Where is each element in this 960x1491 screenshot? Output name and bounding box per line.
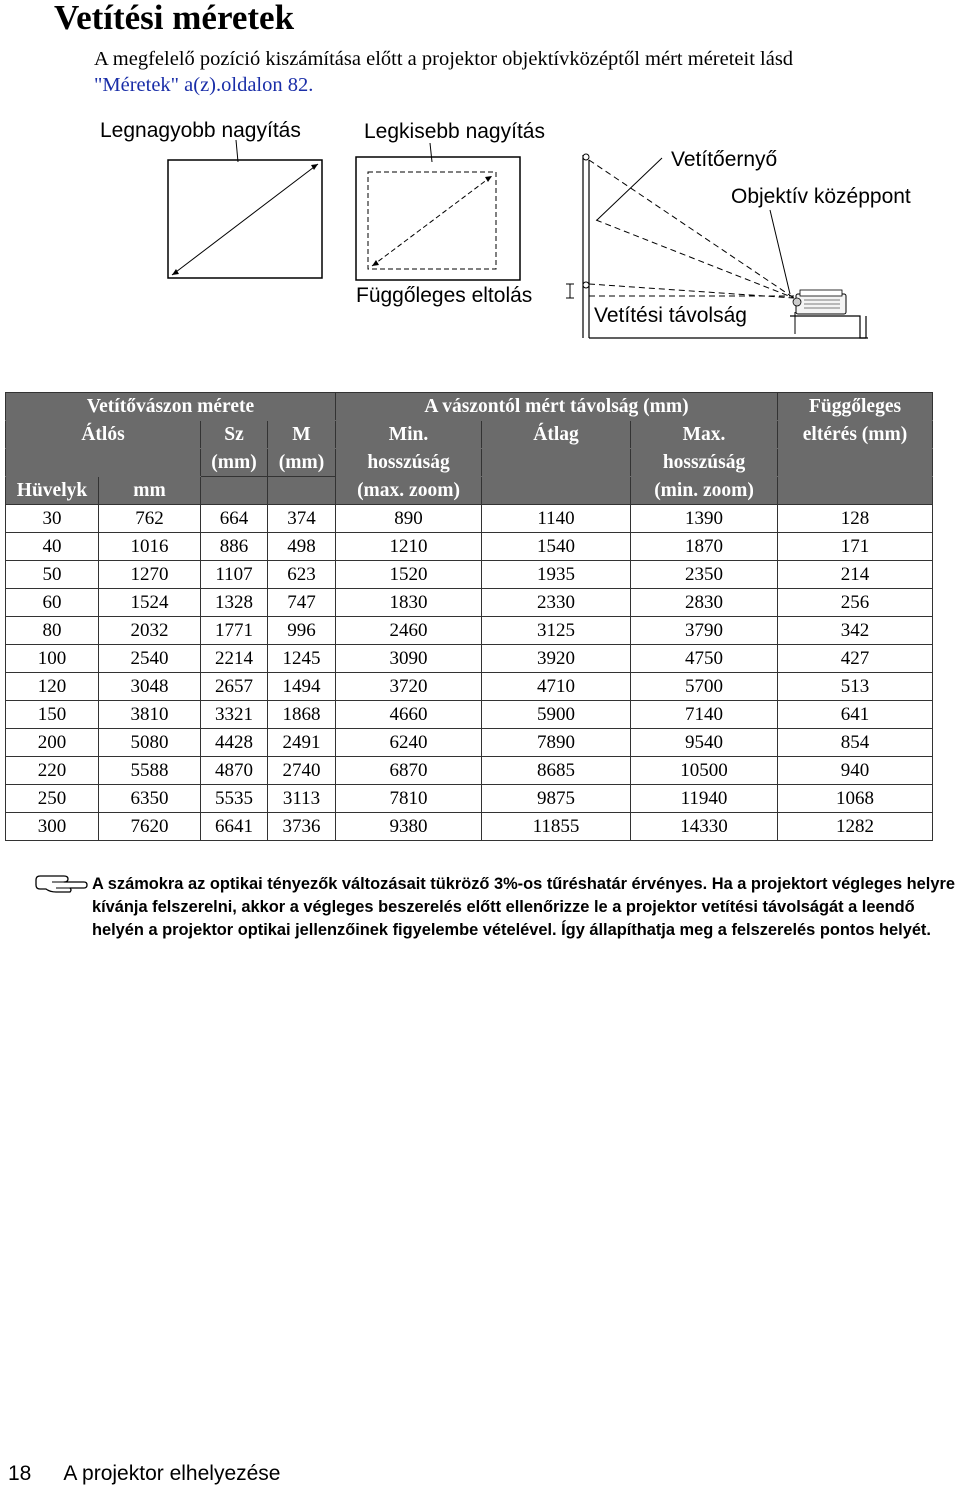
table-row bbox=[6, 589, 933, 617]
table-cell: 1270 bbox=[99, 561, 201, 589]
table-cell: 498 bbox=[268, 533, 336, 561]
table-cell: 2214 bbox=[201, 645, 268, 673]
table-cell: 664 bbox=[201, 505, 268, 533]
vertical-offset-header-1: Függőleges bbox=[778, 393, 933, 421]
table-cell: 5900 bbox=[482, 701, 631, 729]
table-cell: 1540 bbox=[482, 533, 631, 561]
table-row bbox=[6, 673, 933, 701]
table-cell: 1282 bbox=[778, 813, 933, 841]
height-header-1: M bbox=[268, 421, 336, 449]
note-text: A számokra az optikai tényezők változásait tükröző 3%-os tűréshatár érvényes. Ha a projektort végleges helyre kívánja felszerelni, akkor a végleges beszerelés előtt ellenőrizze le a projektor vetítési távolságát a leendő helyén a projektor optikai jellenzőinek figyelembe vételével. Így állapíthatja meg a felszerelés pontos helyét. bbox=[92, 875, 955, 939]
table-row bbox=[6, 533, 933, 561]
table-cell: 4660 bbox=[336, 701, 482, 729]
table-cell: 4750 bbox=[631, 645, 778, 673]
table-cell: 5535 bbox=[201, 785, 268, 813]
projection-distance-label: Vetítési távolság bbox=[594, 304, 747, 327]
table-cell: 1935 bbox=[482, 561, 631, 589]
table-cell: 1771 bbox=[201, 617, 268, 645]
max-header-2: hosszúság bbox=[631, 449, 778, 477]
table-cell: 3920 bbox=[482, 645, 631, 673]
table-cell: 4710 bbox=[482, 673, 631, 701]
table-cell: 1868 bbox=[268, 701, 336, 729]
table-cell: 14330 bbox=[631, 813, 778, 841]
intro-paragraph bbox=[94, 46, 924, 98]
table-cell: 9380 bbox=[336, 813, 482, 841]
table-cell: 747 bbox=[268, 589, 336, 617]
table-row bbox=[6, 785, 933, 813]
table-cell: 4870 bbox=[201, 757, 268, 785]
width-header-2: (mm) bbox=[201, 449, 268, 477]
table-cell: 256 bbox=[778, 589, 933, 617]
table-cell: 1210 bbox=[336, 533, 482, 561]
table-cell: 1140 bbox=[482, 505, 631, 533]
table-cell: 427 bbox=[778, 645, 933, 673]
table-cell: 1245 bbox=[268, 645, 336, 673]
table-cell: 3720 bbox=[336, 673, 482, 701]
min-header-3: (max. zoom) bbox=[336, 477, 482, 505]
projection-diagram bbox=[0, 110, 960, 350]
page-title: Vetítési méretek bbox=[54, 0, 295, 37]
vertical-offset-label: Függőleges eltolás bbox=[356, 284, 533, 307]
hand-pointer-icon bbox=[34, 870, 88, 896]
table-cell: 150 bbox=[6, 701, 99, 729]
max-header-1: Max. bbox=[631, 421, 778, 449]
page-number: 18 bbox=[8, 1462, 32, 1485]
table-cell: 2540 bbox=[99, 645, 201, 673]
table-cell: 11940 bbox=[631, 785, 778, 813]
max-zoom-label: Legnagyobb nagyítás bbox=[100, 119, 301, 142]
section-name: A projektor elhelyezése bbox=[63, 1462, 281, 1485]
table-cell: 2740 bbox=[268, 757, 336, 785]
table-cell: 7810 bbox=[336, 785, 482, 813]
table-cell: 513 bbox=[778, 673, 933, 701]
table-cell: 3125 bbox=[482, 617, 631, 645]
table-cell: 3113 bbox=[268, 785, 336, 813]
table-cell: 3048 bbox=[99, 673, 201, 701]
max-zoom-screen bbox=[168, 140, 322, 278]
table-row bbox=[6, 645, 933, 673]
diagonal-header: Átlós bbox=[6, 421, 201, 449]
table-cell: 4428 bbox=[201, 729, 268, 757]
min-zoom-screen bbox=[356, 143, 520, 280]
table-cell: 1494 bbox=[268, 673, 336, 701]
mm-header: mm bbox=[99, 477, 201, 505]
height-header-2: (mm) bbox=[268, 449, 336, 477]
vertical-offset-header-2: eltérés (mm) bbox=[778, 421, 933, 449]
table-cell: 40 bbox=[6, 533, 99, 561]
table-cell: 3790 bbox=[631, 617, 778, 645]
table-cell: 3090 bbox=[336, 645, 482, 673]
min-header-2: hosszúság bbox=[336, 449, 482, 477]
table-row bbox=[6, 813, 933, 841]
inch-header: Hüvelyk bbox=[6, 477, 99, 505]
table-cell: 940 bbox=[778, 757, 933, 785]
table-cell: 9875 bbox=[482, 785, 631, 813]
table-cell: 6350 bbox=[99, 785, 201, 813]
distance-header: A vászontól mért távolság (mm) bbox=[336, 393, 778, 421]
table-cell: 250 bbox=[6, 785, 99, 813]
table-cell: 10500 bbox=[631, 757, 778, 785]
table-row bbox=[6, 757, 933, 785]
table-cell: 1830 bbox=[336, 589, 482, 617]
table-cell: 2330 bbox=[482, 589, 631, 617]
table-cell: 2460 bbox=[336, 617, 482, 645]
table-cell: 1520 bbox=[336, 561, 482, 589]
table-cell: 30 bbox=[6, 505, 99, 533]
min-zoom-label: Legkisebb nagyítás bbox=[364, 120, 545, 143]
table-cell: 214 bbox=[778, 561, 933, 589]
table-cell: 6240 bbox=[336, 729, 482, 757]
table-cell: 5700 bbox=[631, 673, 778, 701]
table-cell: 5588 bbox=[99, 757, 201, 785]
table-cell: 1068 bbox=[778, 785, 933, 813]
table-cell: 3736 bbox=[268, 813, 336, 841]
table-cell: 2657 bbox=[201, 673, 268, 701]
table-cell: 200 bbox=[6, 729, 99, 757]
table-cell: 3810 bbox=[99, 701, 201, 729]
table-cell: 1016 bbox=[99, 533, 201, 561]
table-cell: 2491 bbox=[268, 729, 336, 757]
table-cell: 1328 bbox=[201, 589, 268, 617]
table-cell: 996 bbox=[268, 617, 336, 645]
table-cell: 171 bbox=[778, 533, 933, 561]
table-cell: 2830 bbox=[631, 589, 778, 617]
dimensions-link[interactable]: "Méretek" a(z).oldalon 82. bbox=[94, 74, 314, 96]
table-cell: 6870 bbox=[336, 757, 482, 785]
table-cell: 2350 bbox=[631, 561, 778, 589]
table-cell: 100 bbox=[6, 645, 99, 673]
table-cell: 762 bbox=[99, 505, 201, 533]
min-header-1: Min. bbox=[336, 421, 482, 449]
table-cell: 11855 bbox=[482, 813, 631, 841]
table-cell: 7620 bbox=[99, 813, 201, 841]
table-cell: 641 bbox=[778, 701, 933, 729]
screen-size-header: Vetítővászon mérete bbox=[6, 393, 336, 421]
table-cell: 1524 bbox=[99, 589, 201, 617]
table-cell: 6641 bbox=[201, 813, 268, 841]
intro-text: A megfelelő pozíció kiszámítása előtt a projektor objektívközéptől mért méreteit lásd bbox=[94, 48, 794, 70]
table-cell: 300 bbox=[6, 813, 99, 841]
projector-icon bbox=[793, 290, 846, 314]
lens-center-label: Objektív középpont bbox=[731, 185, 911, 208]
table-cell: 1390 bbox=[631, 505, 778, 533]
table-row bbox=[6, 617, 933, 645]
table-row bbox=[6, 729, 933, 757]
table-cell: 128 bbox=[778, 505, 933, 533]
table-cell: 623 bbox=[268, 561, 336, 589]
table-cell: 80 bbox=[6, 617, 99, 645]
screen-label: Vetítőernyő bbox=[671, 148, 778, 171]
table-cell: 374 bbox=[268, 505, 336, 533]
table-cell: 1870 bbox=[631, 533, 778, 561]
table-cell: 3321 bbox=[201, 701, 268, 729]
table-cell: 890 bbox=[336, 505, 482, 533]
table-cell: 60 bbox=[6, 589, 99, 617]
table-cell: 5080 bbox=[99, 729, 201, 757]
table-cell: 854 bbox=[778, 729, 933, 757]
table-cell: 9540 bbox=[631, 729, 778, 757]
table-cell: 7890 bbox=[482, 729, 631, 757]
table-row bbox=[6, 505, 933, 533]
table-cell: 886 bbox=[201, 533, 268, 561]
avg-header: Átlag bbox=[482, 421, 631, 449]
table-cell: 2032 bbox=[99, 617, 201, 645]
table-row bbox=[6, 701, 933, 729]
table-cell: 8685 bbox=[482, 757, 631, 785]
table-cell: 120 bbox=[6, 673, 99, 701]
width-header-1: Sz bbox=[201, 421, 268, 449]
max-header-3: (min. zoom) bbox=[631, 477, 778, 505]
page-footer bbox=[8, 1462, 281, 1486]
distance-table bbox=[5, 392, 933, 841]
table-cell: 1107 bbox=[201, 561, 268, 589]
table-row bbox=[6, 561, 933, 589]
table-cell: 7140 bbox=[631, 701, 778, 729]
table-cell: 342 bbox=[778, 617, 933, 645]
table-cell: 50 bbox=[6, 561, 99, 589]
table-cell: 220 bbox=[6, 757, 99, 785]
